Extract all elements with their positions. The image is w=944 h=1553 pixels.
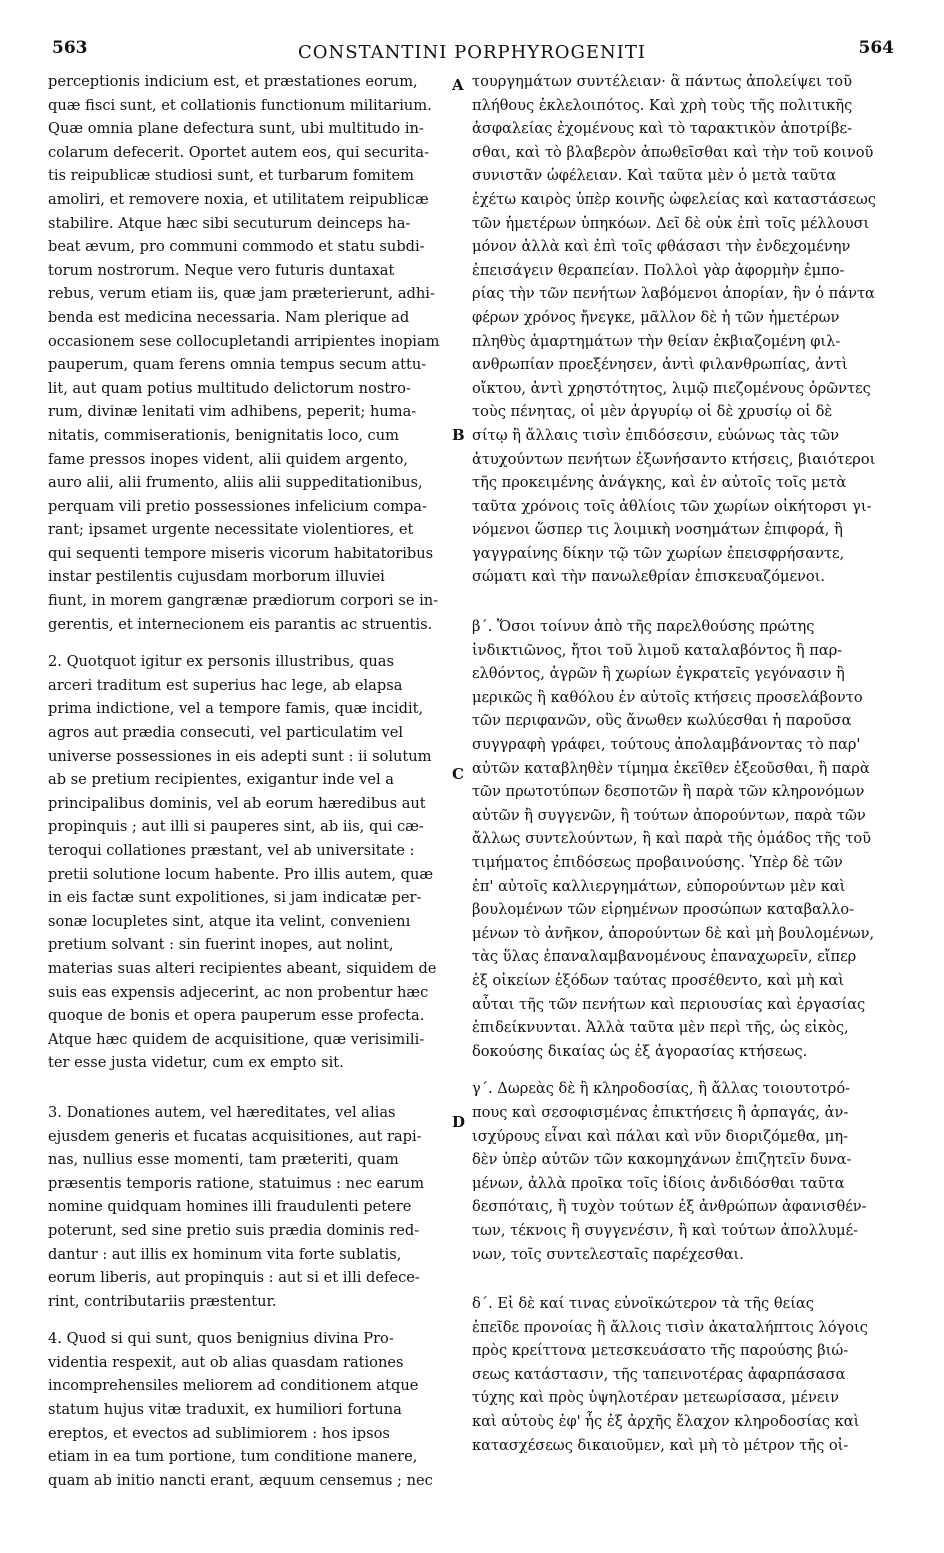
latin-text-line: nas, nullius esse momenti, tam præteriti, quam — [48, 1151, 399, 1169]
latin-text-line: nomine quidquam homines illi fraudulenti petere — [48, 1198, 412, 1216]
greek-text-line: πλήθους ἐκλελοιπότος. Καὶ χρὴ τοὺς τῆς πολιτικῆς — [472, 96, 853, 114]
latin-text-line: principalibus dominis, vel ab eorum hæredibus aut — [48, 794, 426, 812]
greek-text-line: καὶ αὐτοὺς ἐφ' ἧς ἐξ ἀρχῆς ἔλαχον κληροδοσίας καὶ — [472, 1413, 860, 1431]
latin-text-line: pretii solutione locum habente. Pro illis autem, quæ — [48, 865, 434, 883]
greek-text-line: ἐπιδείκνυνται. Ἀλλὰ ταῦτα μὲν περὶ τῆς, ὡς εἰκὸς, — [472, 1019, 849, 1037]
latin-text-line: quoque de bonis et opera pauperum esse profecta. — [48, 1007, 425, 1025]
greek-text-line: σώματι καὶ τὴν πανωλεθρίαν ἐπισκευαζόμενοι. — [472, 568, 826, 586]
latin-text-line: universe possessiones in eis adepti sunt : ii solutum — [48, 747, 432, 765]
running-title: CONSTANTINI PORPHYROGENITI — [298, 42, 646, 63]
latin-text-line: auro alii, alii frumento, aliis alii suppeditationibus, — [48, 474, 423, 492]
greek-text-line: τῶν περιφανῶν, οὓς ἄνωθεν κωλύεσθαι ἡ παροῦσα — [472, 712, 852, 730]
page-number-right: 564 — [858, 38, 894, 58]
latin-text-line: arceri traditum est superius hac lege, ab elapsa — [48, 676, 403, 694]
greek-text-line: μερικῶς ἢ καθόλου ἐν αὐτοῖς κτήσεις προσελάβοντο — [472, 688, 863, 706]
margin-letter-c: C — [452, 765, 464, 783]
latin-text-line: lit, aut quam potius multitudo delictorum nostro- — [48, 379, 411, 397]
latin-text-line: præsentis temporis ratione, statuimus : nec earum — [48, 1174, 425, 1192]
latin-text-line: materias suas alteri recipientes abeant, siquidem de — [48, 959, 437, 977]
greek-paragraph-gap — [472, 1266, 892, 1292]
latin-text-line: suis eas expensis adjecerint, ac non probentur hæc — [48, 983, 429, 1001]
latin-paragraph-gap — [48, 1075, 448, 1101]
latin-text-line: 3. Donationes autem, vel hæreditates, vel alias — [48, 1103, 396, 1121]
greek-text-line: ἐχέτω καιρὸς ὑπὲρ κοινῆς ὠφελείας καὶ καταστάσεως — [472, 190, 876, 208]
greek-text-line: δοκούσης δικαίας ὡς ἐξ ἀγορασίας κτήσεως. — [472, 1042, 808, 1060]
greek-paragraph — [472, 70, 892, 589]
latin-text-line: teroqui collationes præstant, vel ab universitate : — [48, 842, 415, 859]
greek-text-line: μένων τὸ ἀνῆκον, ἀπορούντων δὲ καὶ μὴ βουλομένων, — [472, 924, 875, 942]
latin-text-line: agros aut prædia consecuti, vel particulatim vel — [48, 724, 404, 742]
margin-letter-a: A — [452, 76, 464, 94]
latin-text-line: pretium solvant : sin fuerint inopes, aut nolint, — [48, 936, 394, 954]
latin-text-line: ereptos, et evectos ad sublimiorem : hos ipsos — [48, 1424, 390, 1442]
greek-text-line: συνιστᾶν ὠφέλειαν. Καὶ ταῦτα μὲν ὁ μετὰ ταῦτα — [472, 167, 837, 185]
latin-text-line: videntia respexit, aut ob alias quasdam rationes — [48, 1353, 404, 1371]
greek-text-line: γ΄. Δωρεὰς δὲ ἢ κληροδοσίας, ἢ ἄλλας τοιουτοτρό- — [472, 1080, 851, 1098]
latin-text-line: fiunt, in morem gangrænæ prædiorum corpori se in- — [48, 592, 439, 610]
greek-text-line: συγγραφὴ γράφει, τούτους ἀπολαμβάνοντας τὸ παρ' — [472, 736, 861, 754]
latin-text-line: perceptionis indicium est, et præstationes eorum, — [48, 73, 418, 90]
latin-text-line: rebus, verum etiam iis, quæ jam præterierunt, adhi- — [48, 285, 435, 303]
greek-text-line: ελθόντος, ἀγρῶν ἢ χωρίων ἐγκρατεῖς γεγόνασιν ἢ — [472, 665, 845, 683]
greek-text-line: κατασχέσεως δικαιοῦμεν, καὶ μὴ τὸ μέτρον τῆς οἰ- — [472, 1436, 849, 1454]
greek-text-line: ανθρωπίαν προεξένησεν, ἀντὶ φιλανθρωπίας, ἀντὶ — [472, 356, 848, 374]
greek-text-line: νόμενοι ὥσπερ τις λοιμικὴ νοσημάτων ἐπιφορά, ἢ — [472, 521, 843, 539]
latin-text-line: qui sequenti tempore miseris vicorum habitatoribus — [48, 544, 434, 562]
latin-text-line: ter esse justa videtur, cum ex empto sit. — [48, 1054, 344, 1072]
latin-text-line: colarum defecerit. Oportet autem eos, qui securita- — [48, 143, 430, 161]
greek-text-line: ἀτυχούντων πενήτων ἐξωνήσαντο κτήσεις, βιαιότεροι — [472, 450, 876, 468]
greek-text-line: των, τέκνοις ἢ συγγενέσιν, ἢ καὶ τούτων ἀπολλυμέ- — [472, 1221, 859, 1239]
latin-paragraph — [48, 650, 448, 1075]
greek-text-line: ἐπ' αὐτοῖς καλλιεργημάτων, εὐπορούντων μὲν καὶ — [472, 877, 846, 895]
latin-text-line: tis reipublicæ studiosi sunt, et turbarum fomitem — [48, 167, 414, 185]
greek-text-line: τουργημάτων συντέλειαν· ἃ πάντως ἀπολείψει τοῦ — [472, 73, 852, 90]
greek-text-line: πρὸς κρείττονα μετεσκευάσατο τῆς παρούσης βιώ- — [472, 1342, 849, 1360]
latin-text-line: gerentis, et internecionem eis parantis ac struentis. — [48, 615, 433, 633]
latin-text-line: quam ab initio nancti erant, æquum censemus ; nec — [48, 1471, 433, 1489]
page-header — [30, 38, 914, 68]
greek-text-line: ρίας τὴν τῶν πενήτων λαβόμενοι ἀπορίαν, ἣν ὁ πάντα — [472, 285, 875, 303]
latin-text-line: amoliri, et removere noxia, et utilitatem reipublicæ — [48, 190, 429, 208]
greek-text-line: τῶν ἡμετέρων ὑπηκόων. Δεῖ δὲ οὐκ ἐπὶ τοῖς μέλλουσι — [472, 214, 870, 232]
greek-paragraph-gap — [472, 589, 892, 615]
latin-text-line: dantur : aut illis ex hominum vita forte sublatis, — [48, 1245, 402, 1263]
latin-text-line: ejusdem generis et fucatas acquisitiones, aut rapi- — [48, 1127, 422, 1145]
latin-text-line: rum, divinæ lenitati vim adhibens, peperit; huma- — [48, 403, 417, 421]
latin-text-line: Atque hæc quidem de acquisitione, quæ verisimili- — [48, 1030, 425, 1048]
latin-text-line: Quæ omnia plane defectura sunt, ubi multitudo in- — [48, 120, 424, 138]
margin-letter-b: B — [452, 426, 465, 444]
greek-text-line: αὐτῶν ἢ συγγενῶν, ἢ τούτων ἀπορούντων, παρὰ τῶν — [472, 806, 866, 824]
latin-paragraph — [48, 70, 448, 636]
latin-text-line: benda est medicina necessaria. Nam plerique ad — [48, 308, 410, 326]
greek-text-line: ἐπεῖδε προνοίας ἢ ἄλλοις τισὶν ἀκαταλήπτοις λόγοις — [472, 1318, 868, 1336]
latin-paragraph — [48, 1101, 448, 1313]
latin-text-line: 2. Quotquot igitur ex personis illustribus, quas — [48, 653, 394, 671]
greek-text-line: μένων, ἀλλὰ προῖκα τοῖς ἰδίοις ἀνδιδόσθαι ταῦτα — [472, 1174, 845, 1192]
latin-text-line: rint, contributariis præstentur. — [48, 1292, 277, 1310]
greek-text-line: αὐτῶν καταβληθὲν τίμημα ἐκεῖθεν ἐξεοῦσθαι, ἢ παρὰ — [472, 759, 870, 777]
greek-text-line: φέρων χρόνος ἤνεγκε, μᾶλλον δὲ ἡ τῶν ἡμετέρων — [472, 308, 840, 326]
greek-text-line: ταῦτα χρόνοις τοῖς ἀθλίοις τῶν χωρίων οἰκήτορσι γι- — [472, 497, 872, 515]
latin-text-line: poterunt, sed sine pretio suis prædia dominis red- — [48, 1221, 420, 1239]
greek-column — [472, 70, 892, 1457]
greek-text-line: τῶν πρωτοτύπων δεσποτῶν ἢ παρὰ τῶν κληρονόμων — [472, 783, 865, 801]
latin-text-line: 4. Quod si qui sunt, quos benignius divina Pro- — [48, 1330, 394, 1348]
latin-text-line: propinquis ; aut illi si pauperes sint, ab iis, qui cæ- — [48, 818, 424, 836]
greek-text-line: ἄλλως συντελούντων, ἢ καὶ παρὰ τῆς ὁμάδος τῆς τοῦ — [472, 830, 872, 848]
greek-text-line: τῆς προκειμένης ἀνάγκης, καὶ ἐν αὐτοῖς τοῖς μετὰ — [472, 474, 847, 492]
latin-text-line: perquam vili pretio possessiones infelicium compa- — [48, 497, 427, 515]
greek-paragraph-gap — [472, 1063, 892, 1077]
greek-text-line: νων, τοῖς συντελεσταῖς παρέχεσθαι. — [472, 1245, 744, 1263]
greek-text-line: ἐπεισάγειν θεραπείαν. Πολλοὶ γὰρ ἀφορμὴν ἐμπο- — [472, 261, 845, 279]
greek-text-line: ἐξ οἰκείων ἐξόδων ταύτας προσέθεντο, καὶ μὴ καὶ — [472, 971, 844, 989]
greek-text-line: πους καὶ σεσοφισμένας ἐπικτήσεις ἢ ἁρπαγάς, ἀν- — [472, 1103, 849, 1121]
latin-text-line: fame pressos inopes vident, alii quidem argento, — [48, 450, 409, 468]
greek-text-line: δ΄. Εἰ δὲ καί τινας εὐνοϊκώτερον τὰ τῆς θείας — [472, 1295, 814, 1313]
latin-text-line: instar pestilentis cujusdam morborum illuviei — [48, 568, 385, 586]
latin-paragraph-gap — [48, 1313, 448, 1327]
page-number-left: 563 — [52, 38, 88, 58]
latin-text-line: incomprehensiles meliorem ad conditionem atque — [48, 1377, 419, 1395]
greek-text-line: σθαι, καὶ τὸ βλαβερὸν ἀπωθεῖσθαι καὶ τὴν τοῦ κοινοῦ — [472, 143, 874, 161]
latin-text-line: etiam in ea tum portione, tum conditione manere, — [48, 1448, 418, 1466]
latin-paragraph-gap — [48, 636, 448, 650]
latin-text-line: stabilire. Atque hæc sibi secuturum deinceps ha- — [48, 214, 411, 232]
greek-text-line: πληθὺς ἁμαρτημάτων τὴν θείαν ἐκβιαζομένη φιλ- — [472, 332, 841, 350]
margin-letter-d: D — [452, 1113, 466, 1131]
latin-text-line: prima indictione, vel a tempore famis, quæ incidit, — [48, 700, 424, 718]
latin-text-line: sonæ locupletes sint, atque ita velint, convenienı — [48, 912, 411, 930]
greek-text-line: οἴκτου, ἀντὶ χρηστότητος, λιμῷ πιεζομένους ὁρῶντες — [472, 379, 871, 397]
latin-text-line: ab se pretium recipientes, exigantur inde vel a — [48, 771, 395, 789]
greek-text-line: ισχύρους εἶναι καὶ πάλαι καὶ νῦν διοριζόμεθα, μη- — [472, 1127, 849, 1145]
greek-text-line: β΄. Ὅσοι τοίνυν ἀπὸ τῆς παρελθούσης πρώτης — [472, 618, 815, 636]
latin-text-line: torum nostrorum. Neque vero futuris duntaxat — [48, 261, 395, 279]
greek-text-line: σεως κατάστασιν, τῆς ταπεινοτέρας ἀφαρπάσασα — [472, 1365, 846, 1383]
latin-text-line: nitatis, commiserationis, benignitatis loco, cum — [48, 426, 399, 444]
greek-text-line: δὲν ὑπὲρ αὐτῶν τῶν κακομηχάνων ἐπιζητεῖν δυνα- — [472, 1151, 852, 1169]
greek-text-line: σίτῳ ἢ ἄλλαις τισὶν ἐπιδόσεσιν, εὐώνως τὰς τῶν — [472, 426, 839, 444]
greek-paragraph — [472, 1292, 892, 1457]
greek-text-line: τύχης καὶ πρὸς ὑψηλοτέραν μετεωρίσασα, μένειν — [472, 1389, 839, 1407]
latin-text-line: rant; ipsamet urgente necessitate violentiores, et — [48, 521, 414, 539]
latin-text-line: statum hujus vitæ traduxit, ex humiliori fortuna — [48, 1401, 402, 1419]
latin-column — [48, 70, 448, 1492]
greek-text-line: ἰνδικτιῶνος, ἤτοι τοῦ λιμοῦ καταλαβόντος ἢ παρ- — [472, 641, 843, 659]
latin-text-line: beat ævum, pro communi commodo et statu subdi- — [48, 238, 425, 256]
latin-text-line: quæ fisci sunt, et collationis functionum militarium. — [48, 96, 432, 114]
latin-text-line: eorum liberis, aut propinquis : aut si et illi defece- — [48, 1269, 420, 1287]
greek-text-line: μόνον ἀλλὰ καὶ ἐπὶ τοῖς φθάσασι τὴν ἐνδεχομένην — [472, 238, 851, 256]
greek-text-line: τοὺς πένητας, οἱ μὲν ἀργυρίῳ οἱ δὲ χρυσίῳ οἱ δὲ — [472, 403, 833, 421]
latin-text-line: occasionem sese collocupletandi arripientes inopiam — [48, 332, 440, 350]
greek-paragraph — [472, 615, 892, 1063]
greek-text-line: αὗται τῆς τῶν πενήτων καὶ περιουσίας καὶ ἐργασίας — [472, 995, 866, 1013]
greek-text-line: τιμήματος ἐπιδόσεως προβαινούσης. Ὑπὲρ δὲ τῶν — [472, 854, 843, 871]
greek-text-line: βουλομένων τῶν εἰρημένων προσώπων καταβαλλο- — [472, 901, 855, 919]
greek-paragraph — [472, 1077, 892, 1266]
latin-text-line: in eis factæ sunt expolitiones, si jam indicatæ per- — [48, 889, 422, 907]
latin-paragraph — [48, 1327, 448, 1492]
greek-text-line: δεσπόταις, ἢ τυχὸν τούτων ἐξ ἀνθρώπων ἀφανισθέν- — [472, 1198, 867, 1216]
greek-text-line: γαγγραίνης δίκην τῷ τῶν χωρίων ἐπεισφρήσαντε, — [472, 544, 845, 562]
latin-text-line: pauperum, quam ferens omnia tempus secum attu- — [48, 356, 427, 374]
greek-text-line: τὰς ὕλας ἐπαναλαμβανομένους ἐπαναχωρεῖν, εἴπερ — [472, 948, 857, 966]
greek-text-line: ἀσφαλείας ἐχομένους καὶ τὸ ταρακτικὸν ἀποτρίβε- — [472, 120, 853, 138]
